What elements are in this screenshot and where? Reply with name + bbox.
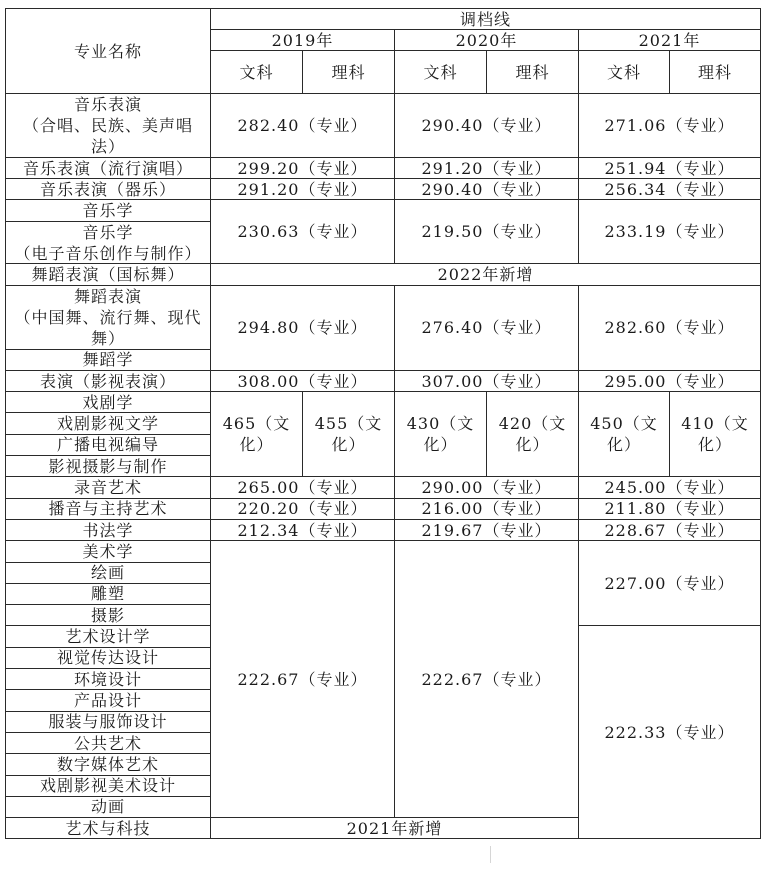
score-2020-music-performance-vocal: 290.40（专业） — [395, 94, 578, 157]
major-fine-arts: 美术学 — [6, 541, 210, 561]
score-2019-musicology: 230.63（专业） — [211, 200, 394, 263]
score-2021-calligraphy: 228.67（专业） — [579, 520, 760, 540]
score-2019-broadcasting-hosting: 220.20（专业） — [211, 499, 394, 519]
major-name-line: （电子音乐创作与制作） — [14, 243, 202, 263]
score-2021-music-performance-pop: 251.94（专业） — [579, 158, 760, 178]
text-cursor — [490, 846, 491, 863]
header-major-name: 专业名称 — [6, 9, 210, 93]
score-2020-calligraphy: 219.67（专业） — [395, 520, 578, 540]
major-drama-studies: 戏剧学 — [6, 392, 210, 412]
score-line: 化） — [606, 435, 641, 455]
score-2021-design: 222.33（专业） — [579, 626, 760, 838]
score-2019-music-performance-pop: 299.20（专业） — [211, 158, 394, 178]
header-year-2021: 2021年 — [579, 30, 760, 50]
score-2020-broadcasting-hosting: 216.00（专业） — [395, 499, 578, 519]
major-music-performance-instrumental: 音乐表演（器乐） — [6, 179, 210, 199]
score-2019-music-performance-vocal: 282.40（专业） — [211, 94, 394, 157]
score-2021-musicology: 233.19（专业） — [579, 200, 760, 263]
major-music-performance-vocal — [6, 94, 210, 157]
score-2020-science-drama-film — [487, 392, 578, 476]
score-line: 化） — [515, 435, 550, 455]
major-film-acting: 表演（影视表演） — [6, 371, 210, 391]
header-2021-science: 理科 — [670, 51, 760, 93]
major-calligraphy: 书法学 — [6, 520, 210, 540]
major-name-line: 舞） — [90, 328, 125, 348]
score-line: 化） — [423, 435, 458, 455]
score-2020-music-performance-instrumental: 290.40（专业） — [395, 179, 578, 199]
major-art-technology: 艺术与科技 — [6, 818, 210, 838]
major-environmental-design: 环境设计 — [6, 669, 210, 689]
score-2021-arts-drama-film — [579, 392, 669, 476]
major-digital-media-art: 数字媒体艺术 — [6, 754, 210, 774]
score-2021-recording-arts: 245.00（专业） — [579, 477, 760, 497]
score-2019-film-acting: 308.00（专业） — [211, 371, 394, 391]
score-2019-science-drama-film — [303, 392, 394, 476]
header-year-2020: 2020年 — [395, 30, 578, 50]
header-2020-arts: 文科 — [395, 51, 486, 93]
major-name-line: 音乐表演 — [73, 94, 142, 114]
score-2019-recording-arts: 265.00（专业） — [211, 477, 394, 497]
header-2019-science: 理科 — [303, 51, 394, 93]
score-2020-musicology: 219.50（专业） — [395, 200, 578, 263]
header-2020-science: 理科 — [487, 51, 578, 93]
major-musicology: 音乐学 — [6, 200, 210, 220]
score-line: 410（文 — [681, 414, 749, 434]
header-2021-arts: 文科 — [579, 51, 669, 93]
major-photography: 摄影 — [6, 605, 210, 625]
score-2019-calligraphy: 212.34（专业） — [211, 520, 394, 540]
score-2019-dance: 294.80（专业） — [211, 286, 394, 370]
major-stage-film-art-design: 戏剧影视美术设计 — [6, 776, 210, 796]
score-art-technology-new: 2021年新增 — [211, 818, 578, 838]
score-2020-film-acting: 307.00（专业） — [395, 371, 578, 391]
score-2020-arts-drama-film — [395, 392, 486, 476]
score-2021-music-performance-vocal: 271.06（专业） — [579, 94, 760, 157]
major-drama-film-literature: 戏剧影视文学 — [6, 413, 210, 433]
major-fashion-design: 服装与服饰设计 — [6, 712, 210, 732]
major-public-art: 公共艺术 — [6, 733, 210, 753]
major-dance-ballroom: 舞蹈表演（国标舞） — [6, 264, 210, 284]
header-year-2019: 2019年 — [211, 30, 394, 50]
score-2021-film-acting: 295.00（专业） — [579, 371, 760, 391]
major-dance-performance — [6, 286, 210, 349]
major-name-line: 音乐学 — [82, 222, 134, 242]
major-art-design-studies: 艺术设计学 — [6, 626, 210, 646]
score-line: 455（文 — [314, 414, 383, 434]
score-2020-music-performance-pop: 291.20（专业） — [395, 158, 578, 178]
score-2020-dance: 276.40（专业） — [395, 286, 578, 370]
major-name-line: （合唱、民族、美声唱 — [22, 115, 193, 135]
major-name-line: 法） — [90, 136, 125, 156]
score-2021-fine-arts: 227.00（专业） — [579, 541, 760, 625]
score-line: 化） — [697, 435, 732, 455]
score-line: 化） — [239, 435, 274, 455]
major-musicology-electronic — [6, 222, 210, 264]
header-cutoff-line: 调档线 — [211, 9, 760, 29]
score-2020-recording-arts: 290.00（专业） — [395, 477, 578, 497]
score-2019-arts-drama-film — [211, 392, 302, 476]
major-recording-arts: 录音艺术 — [6, 477, 210, 497]
score-2021-music-performance-instrumental: 256.34（专业） — [579, 179, 760, 199]
major-music-performance-pop: 音乐表演（流行演唱） — [6, 158, 210, 178]
score-2019-fine-arts-design: 222.67（专业） — [211, 541, 394, 817]
major-dance-studies: 舞蹈学 — [6, 350, 210, 370]
score-line: 465（文 — [222, 414, 291, 434]
score-2021-dance: 282.60（专业） — [579, 286, 760, 370]
major-product-design: 产品设计 — [6, 690, 210, 710]
major-name-line: （中国舞、流行舞、现代 — [14, 307, 202, 327]
score-2020-fine-arts-design: 222.67（专业） — [395, 541, 578, 817]
score-dance-ballroom-new: 2022年新增 — [211, 264, 760, 284]
score-line: 450（文 — [590, 414, 658, 434]
score-2021-broadcasting-hosting: 211.80（专业） — [579, 499, 760, 519]
major-animation: 动画 — [6, 797, 210, 817]
score-2019-music-performance-instrumental: 291.20（专业） — [211, 179, 394, 199]
header-2019-arts: 文科 — [211, 51, 302, 93]
major-film-photography: 影视摄影与制作 — [6, 456, 210, 476]
major-visual-communication: 视觉传达设计 — [6, 648, 210, 668]
major-sculpture: 雕塑 — [6, 584, 210, 604]
score-line: 420（文 — [498, 414, 567, 434]
major-painting: 绘画 — [6, 563, 210, 583]
admission-cutoff-table — [5, 8, 761, 839]
score-line: 化） — [331, 435, 366, 455]
score-2021-science-drama-film — [670, 392, 760, 476]
major-broadcasting-hosting: 播音与主持艺术 — [6, 499, 210, 519]
major-broadcast-tv-directing: 广播电视编导 — [6, 435, 210, 455]
score-line: 430（文 — [406, 414, 475, 434]
major-name-line: 舞蹈表演 — [73, 286, 142, 306]
